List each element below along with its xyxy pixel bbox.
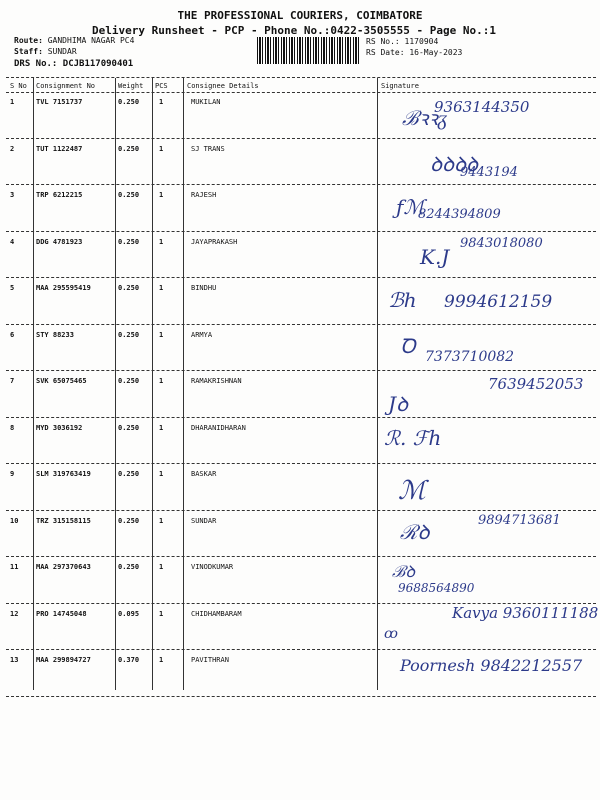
cell-weight: 0.370 xyxy=(118,656,140,664)
runsheet-subtitle: Delivery Runsheet - PCP - Phone No.:0422-3505555 - Page No.:1 xyxy=(92,24,496,37)
signature-scrawl: Ꝺ xyxy=(400,334,416,358)
signature-handwriting: 8244394809 xyxy=(418,207,501,222)
signature-scrawl: ℬꝛꝛᵹ xyxy=(402,106,448,130)
cell-weight: 0.250 xyxy=(118,98,140,106)
cell-pcs: 1 xyxy=(159,470,164,478)
cell-weight: 0.250 xyxy=(118,284,140,292)
row-divider xyxy=(6,510,596,511)
column-divider xyxy=(377,78,378,690)
staff-value: SUNDAR xyxy=(47,47,77,56)
signature-scrawl: ƒℳ xyxy=(396,195,425,219)
cell-consignee: VINODKUMAR xyxy=(191,563,234,571)
drs-value: DCJB117090401 xyxy=(62,59,134,69)
cell-pcs: 1 xyxy=(159,656,164,664)
rs-date-line xyxy=(366,48,462,57)
signature-scrawl: ℬꝺ xyxy=(392,562,415,581)
cell-sno: 13 xyxy=(10,656,19,664)
row-divider xyxy=(6,649,596,650)
cell-consignment: SVK 65075465 xyxy=(36,377,87,385)
cell-sno: 8 xyxy=(10,423,15,432)
cell-pcs: 1 xyxy=(159,144,164,153)
cell-weight: 0.095 xyxy=(118,609,140,618)
signature-scrawl: Jꝺ xyxy=(388,392,408,416)
cell-pcs: 1 xyxy=(159,516,164,525)
cell-consignee: MUKILAN xyxy=(191,98,221,106)
cell-sno: 7 xyxy=(10,377,15,385)
cell-consignment: MAA 295595419 xyxy=(36,284,91,292)
signature-scrawl: ꝺꝺꝺꝺ xyxy=(430,152,478,176)
cell-weight: 0.250 xyxy=(118,191,140,199)
cell-pcs: 1 xyxy=(159,98,164,106)
cell-consignee: RAJESH xyxy=(191,191,217,199)
cell-pcs: 1 xyxy=(159,423,164,432)
cell-consignee: RAMAKRISHNAN xyxy=(191,377,242,385)
drs-label: DRS No.: xyxy=(14,59,58,69)
signature-handwriting: 9843018080 xyxy=(460,235,543,251)
cell-sno: 10 xyxy=(10,516,19,525)
cell-consignee: CHIDHAMBARAM xyxy=(191,609,242,618)
row-divider xyxy=(6,417,596,418)
cell-consignment: MAA 297370643 xyxy=(36,563,91,571)
cell-sno: 6 xyxy=(10,330,15,339)
cell-consignment: TUT 1122487 xyxy=(36,144,83,153)
route-label: Route: xyxy=(14,36,43,45)
cell-sno: 9 xyxy=(10,470,15,478)
signature-scrawl: ℛ. ℱℎ xyxy=(384,426,442,450)
cell-weight: 0.250 xyxy=(118,423,140,432)
cell-consignment: SLM 319763419 xyxy=(36,470,91,478)
signature-handwriting: 9994612159 xyxy=(444,292,553,312)
cell-weight: 0.250 xyxy=(118,144,140,153)
row-divider xyxy=(6,138,596,139)
cell-consignment: STY 88233 xyxy=(36,330,74,339)
cell-consignment: DDG 4781923 xyxy=(36,237,83,246)
cell-consignee: JAYAPRAKASH xyxy=(191,237,238,246)
cell-pcs: 1 xyxy=(159,191,164,199)
signature-handwriting: 9894713681 xyxy=(478,512,561,528)
signature-scrawl: ℳ xyxy=(398,476,426,506)
row-divider xyxy=(6,184,596,185)
cell-sno: 5 xyxy=(10,284,15,292)
row-divider xyxy=(6,231,596,232)
signature-handwriting: 7639452053 xyxy=(488,375,584,393)
signature-handwriting: 9443194 xyxy=(460,164,518,180)
cell-consignee: SUNDAR xyxy=(191,516,217,525)
table-header-rule xyxy=(6,92,596,93)
route-line xyxy=(14,36,134,45)
cell-consignment: MAA 299894727 xyxy=(36,656,91,664)
table-top-rule xyxy=(6,77,596,78)
cell-weight: 0.250 xyxy=(118,377,140,385)
rs-date-value: 16-May-2023 xyxy=(409,48,463,57)
signature-handwriting: Poornesh 9842212557 xyxy=(400,656,583,675)
cell-pcs: 1 xyxy=(159,330,164,339)
cell-weight: 0.250 xyxy=(118,237,140,246)
rs-date-label: RS Date: xyxy=(366,48,405,57)
cell-consignee: SJ TRANS xyxy=(191,144,225,153)
drs-line xyxy=(14,59,133,69)
cell-weight: 0.250 xyxy=(118,563,140,571)
rs-no-label: RS No.: xyxy=(366,37,400,46)
cell-sno: 2 xyxy=(10,144,15,153)
row-divider xyxy=(6,277,596,278)
cell-sno: 12 xyxy=(10,609,19,618)
cell-sno: 11 xyxy=(10,563,19,571)
signature-scrawl: ℬh xyxy=(388,288,417,312)
cell-consignment: MYD 3036192 xyxy=(36,423,83,432)
cell-consignment: PRO 14745048 xyxy=(36,609,87,618)
cell-consignee: BINDHU xyxy=(191,284,217,292)
cell-weight: 0.250 xyxy=(118,470,140,478)
barcode-image xyxy=(257,37,361,64)
column-divider xyxy=(183,78,184,690)
signature-scrawl: ꝏ xyxy=(384,626,398,642)
cell-pcs: 1 xyxy=(159,609,164,618)
column-divider xyxy=(115,78,116,690)
rs-no-value: 1170904 xyxy=(404,37,439,46)
cell-pcs: 1 xyxy=(159,284,164,292)
column-header-consignment: Consignment No xyxy=(36,82,96,90)
rs-no-line xyxy=(366,37,438,46)
cell-consignee: BASKAR xyxy=(191,470,217,478)
signature-handwriting: Kavya 9360111188 xyxy=(452,603,599,622)
row-divider xyxy=(6,696,596,697)
cell-sno: 4 xyxy=(10,237,15,246)
cell-pcs: 1 xyxy=(159,563,164,571)
signature-scrawl: K.J xyxy=(420,245,450,269)
cell-weight: 0.250 xyxy=(118,516,140,525)
cell-consignee: DHARANIDHARAN xyxy=(191,423,246,432)
company-title: THE PROFESSIONAL COURIERS, COIMBATORE xyxy=(177,9,423,22)
cell-consignee: PAVITHRAN xyxy=(191,656,229,664)
row-divider xyxy=(6,370,596,371)
cell-consignment: TRP 6212215 xyxy=(36,191,83,199)
signature-scrawl: ℛꝺ xyxy=(400,520,430,544)
cell-weight: 0.250 xyxy=(118,330,140,339)
cell-sno: 3 xyxy=(10,191,15,199)
signature-handwriting: 9363144350 xyxy=(434,98,530,116)
cell-consignee: ARMYA xyxy=(191,330,213,339)
column-header-sno: S No xyxy=(10,82,27,90)
cell-pcs: 1 xyxy=(159,237,164,246)
staff-label: Staff: xyxy=(14,47,43,56)
cell-sno: 1 xyxy=(10,98,15,106)
row-divider xyxy=(6,324,596,325)
column-header-consignee: Consignee Details xyxy=(187,82,259,90)
route-value: GANDHIMA NAGAR PC4 xyxy=(47,36,135,45)
cell-pcs: 1 xyxy=(159,377,164,385)
cell-consignment: TRZ 315158115 xyxy=(36,516,91,525)
column-divider xyxy=(33,78,34,690)
column-header-pcs: PCS xyxy=(155,82,168,90)
column-header-signature: Signature xyxy=(381,82,419,90)
staff-line xyxy=(14,47,77,56)
column-divider xyxy=(152,78,153,690)
row-divider xyxy=(6,556,596,557)
signature-handwriting: 7373710082 xyxy=(425,348,515,365)
signature-handwriting: 9688564890 xyxy=(398,581,475,595)
cell-consignment: TVL 7151737 xyxy=(36,98,83,106)
column-header-weight: Weight xyxy=(118,82,144,90)
row-divider xyxy=(6,463,596,464)
